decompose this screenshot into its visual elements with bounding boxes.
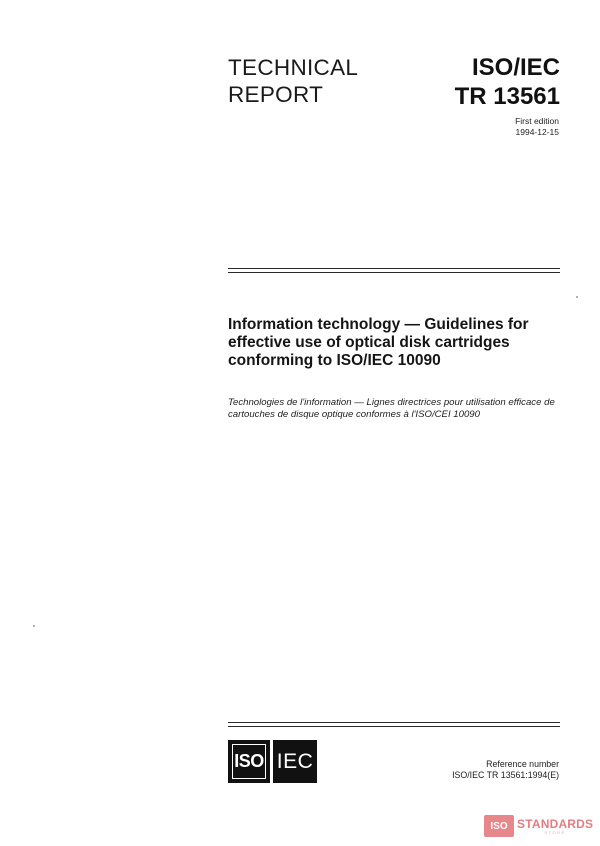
scan-speck — [33, 625, 35, 627]
bottom-divider — [228, 722, 560, 727]
document-identifier-line2: TR 13561 — [454, 83, 560, 110]
document-identifier-line1: ISO/IEC — [471, 54, 560, 81]
french-title: Technologies de l'information — Lignes directrices pour utilisation efficace de cartouches de disque optique conformes à l'ISO/CEI 10090 — [228, 397, 555, 420]
watermark-badge: ISO — [484, 815, 514, 837]
publisher-logos — [228, 740, 317, 783]
reference-label: Reference number — [486, 759, 559, 769]
standards-store-watermark — [484, 814, 594, 838]
scan-speck — [576, 296, 578, 298]
reference-block — [452, 759, 559, 781]
edition-date: 1994-12-15 — [515, 126, 559, 137]
edition-label: First edition — [515, 116, 559, 126]
english-title: Information technology — Guidelines for effective use of optical disk cartridges conforming to ISO/IEC 10090 — [228, 316, 529, 369]
iec-logo: IEC — [273, 740, 317, 783]
document-type-line1: TECHNICAL — [228, 55, 359, 80]
iso-logo: ISO — [228, 740, 270, 783]
watermark-main: STANDARDS — [517, 816, 594, 831]
document-type-line2: REPORT — [228, 82, 324, 107]
reference-number: ISO/IEC TR 13561:1994(E) — [452, 770, 559, 780]
document-type — [228, 54, 358, 108]
edition-info — [515, 116, 559, 137]
watermark-text — [517, 818, 593, 835]
document-identifier — [455, 53, 560, 111]
watermark-sub: STORE — [544, 829, 566, 835]
top-divider — [228, 268, 560, 273]
